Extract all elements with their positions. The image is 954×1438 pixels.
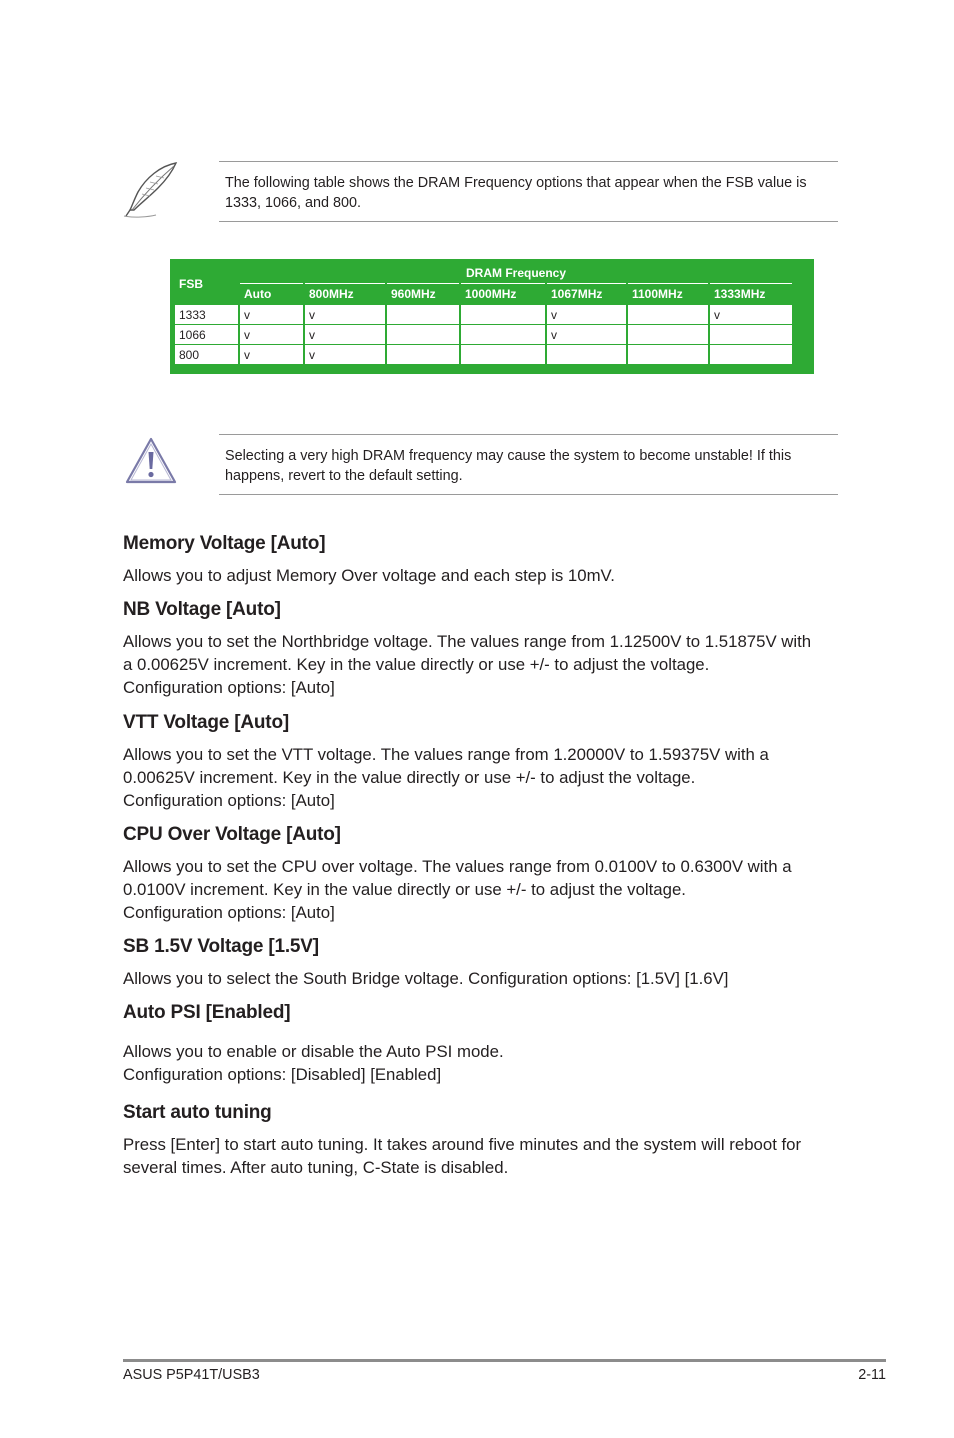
table-row xyxy=(175,325,792,344)
table-cell xyxy=(710,325,792,344)
note2-line: happens, revert to the default setting. xyxy=(225,468,463,484)
column-header: 800MHz xyxy=(305,283,385,304)
table-cell xyxy=(547,345,626,364)
table-cell: v xyxy=(710,305,792,324)
footer-rule xyxy=(123,1359,886,1362)
section-body-memory-voltage xyxy=(123,564,838,587)
column-header: Auto xyxy=(240,283,303,304)
table-cell: v xyxy=(240,325,303,344)
column-header: 1067MHz xyxy=(547,283,626,304)
section-body-cpu-over-voltage xyxy=(123,855,838,924)
note1-text xyxy=(225,173,840,213)
note2-line: Selecting a very high DRAM frequency may cause the system to become unstable! If this xyxy=(225,448,792,464)
warning-triangle-icon xyxy=(124,436,178,486)
section-title-vtt-voltage: VTT Voltage [Auto] xyxy=(123,712,289,733)
note1-line: The following table shows the DRAM Frequency options that appear when the FSB value is xyxy=(225,175,807,191)
fsb-cell: 1066 xyxy=(175,325,238,344)
table-cell: v xyxy=(240,305,303,324)
footer-page-number: 2-11 xyxy=(858,1367,886,1383)
body-line: Allows you to select the South Bridge voltage. Configuration options: [1.5V] [1.6V] xyxy=(123,969,729,988)
section-body-start-auto-tuning xyxy=(123,1133,838,1179)
section-title-sb-voltage: SB 1.5V Voltage [1.5V] xyxy=(123,936,319,957)
body-line: Configuration options: [Auto] xyxy=(123,903,335,922)
body-line: 0.00625V increment. Key in the value directly or use +/- to adjust the voltage. xyxy=(123,768,696,787)
table-cell: v xyxy=(547,325,626,344)
body-line: Configuration options: [Auto] xyxy=(123,791,335,810)
table-cell xyxy=(461,325,545,344)
table-cell xyxy=(461,305,545,324)
fsb-header: FSB xyxy=(175,263,238,304)
table-cell xyxy=(461,345,545,364)
table-cell: v xyxy=(305,325,385,344)
section-body-vtt-voltage xyxy=(123,743,838,812)
body-line: Allows you to set the VTT voltage. The values range from 1.20000V to 1.59375V with a xyxy=(123,745,769,764)
table-row xyxy=(175,305,792,324)
table-cell xyxy=(628,325,708,344)
column-header: 1100MHz xyxy=(628,283,708,304)
body-line: Configuration options: [Auto] xyxy=(123,678,335,697)
column-header: 1333MHz xyxy=(710,283,792,304)
table-cell xyxy=(628,345,708,364)
section-title-memory-voltage: Memory Voltage [Auto] xyxy=(123,533,326,554)
dram-frequency-table xyxy=(170,259,814,374)
column-header: 1000MHz xyxy=(461,283,545,304)
table-cell xyxy=(710,345,792,364)
fsb-cell: 1333 xyxy=(175,305,238,324)
note2-bottom-rule xyxy=(219,494,838,495)
section-title-auto-psi: Auto PSI [Enabled] xyxy=(123,1002,291,1023)
table-cell xyxy=(387,345,459,364)
body-line: Allows you to enable or disable the Auto PSI mode. xyxy=(123,1042,504,1061)
table-row xyxy=(175,345,792,364)
body-line: several times. After auto tuning, C-State is disabled. xyxy=(123,1158,509,1177)
section-body-auto-psi xyxy=(123,1040,838,1086)
section-title-nb-voltage: NB Voltage [Auto] xyxy=(123,599,281,620)
note1-line: 1333, 1066, and 800. xyxy=(225,195,362,211)
section-title-start-auto-tuning: Start auto tuning xyxy=(123,1102,272,1123)
feather-pen-icon xyxy=(120,160,182,220)
fsb-cell: 800 xyxy=(175,345,238,364)
note1-top-rule xyxy=(219,161,838,162)
body-line: Allows you to set the CPU over voltage. The values range from 0.0100V to 0.6300V with a xyxy=(123,857,792,876)
section-body-sb-voltage xyxy=(123,967,838,990)
body-line: Configuration options: [Disabled] [Enabled] xyxy=(123,1065,442,1084)
body-line: Allows you to set the Northbridge voltage. The values range from 1.12500V to 1.51875V with xyxy=(123,632,812,651)
column-header: 960MHz xyxy=(387,283,459,304)
note2-top-rule xyxy=(219,434,838,435)
body-line: a 0.00625V increment. Key in the value directly or use +/- to adjust the voltage. xyxy=(123,655,710,674)
table-cell xyxy=(387,305,459,324)
table-cell: v xyxy=(547,305,626,324)
note2-text xyxy=(225,446,840,486)
table-cell: v xyxy=(305,305,385,324)
body-line: Allows you to adjust Memory Over voltage and each step is 10mV. xyxy=(123,566,615,585)
body-line: Press [Enter] to start auto tuning. It takes around five minutes and the system will reboot for xyxy=(123,1135,802,1154)
table-cell xyxy=(628,305,708,324)
section-body-nb-voltage xyxy=(123,630,838,699)
note1-bottom-rule xyxy=(219,221,838,222)
table-cell: v xyxy=(240,345,303,364)
section-title-cpu-over-voltage: CPU Over Voltage [Auto] xyxy=(123,824,341,845)
body-line: 0.0100V increment. Key in the value directly or use +/- to adjust the voltage. xyxy=(123,880,686,899)
table-cell xyxy=(387,325,459,344)
footer-product-name: ASUS P5P41T/USB3 xyxy=(123,1367,260,1383)
dram-frequency-header: DRAM Frequency xyxy=(240,263,792,282)
table-cell: v xyxy=(305,345,385,364)
